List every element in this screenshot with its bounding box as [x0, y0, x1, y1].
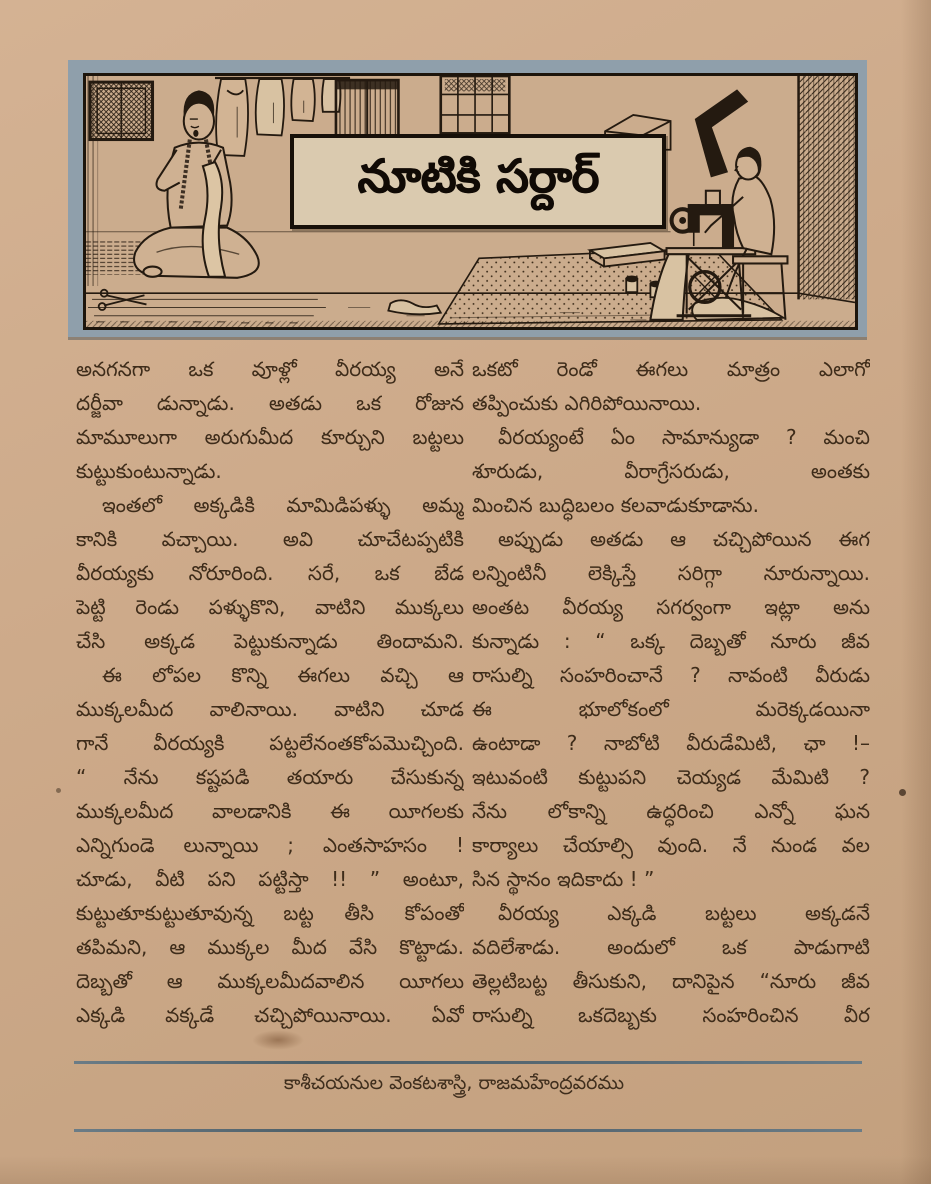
story-line: ఈ లోపల కొన్ని ఈగలు వచ్చి ఆ: [102, 663, 464, 687]
illustration: [83, 73, 858, 330]
story-line: కానికి వచ్చాయి. అవి చూచేటప్పటికి: [76, 527, 464, 551]
paper-edge-shadow-bottom: [0, 1156, 931, 1184]
story-line: కున్నాడు : “ ఒక్క దెబ్బతో నూరు జీవ: [472, 629, 870, 653]
stool: [733, 256, 787, 263]
story-line: మించిన బుద్ధిబలం కలవాడుకూడాను.: [472, 493, 759, 517]
story-title: నూటికి సర్దార్: [357, 148, 599, 203]
story-line: కుట్టుతూకుట్టుతూవున్న బట్ట తీసి కోపంతో: [76, 901, 464, 925]
story-line: తప్పించుకు ఎగిరిపోయినాయి.: [472, 391, 702, 415]
story-line: నేను లోకాన్ని ఉద్ధరించి ఎన్నో ఘన: [472, 799, 870, 823]
story-line: కుట్టుకుంటున్నాడు.: [76, 459, 222, 483]
story-line: సిన స్థానం ఇదికాదు ! ”: [472, 867, 655, 891]
story-line: అంతట వీరయ్య సగర్వంగా ఇట్లా అను: [472, 595, 870, 619]
story-line: కార్యాలు చేయాల్సి వుంది. నే నుండ వల: [472, 833, 870, 857]
illustration-frame: [68, 60, 867, 337]
author-byline: కాశీచయనుల వెంకటశాస్త్రి, రాజమహేంద్రవరము: [283, 1072, 625, 1094]
story-line: “ నేను కష్టపడి తయారు చేసుకున్న: [76, 765, 464, 789]
story-line: పెట్టి రెండు పళ్ళుకొని, వాటిని ముక్కలు: [76, 595, 464, 619]
story-line: చూడు, వీటి పని పట్టిస్తా !! ” అంటూ,: [76, 867, 464, 891]
story-column-left: [76, 352, 464, 1032]
story-line: వీరయ్యంటే ఏం సామాన్యుడా ? మంచి: [498, 425, 870, 449]
window-shutter: [336, 80, 398, 137]
story-line: ఎన్నిగుండె లున్నాయి ; ఎంతసాహసం !: [76, 833, 464, 857]
story-line: ఇంతలో అక్కడికి మామిడిపళ్ళు అమ్మ: [102, 493, 464, 517]
floor-mat: [88, 299, 326, 323]
story-line: దర్జీవా డున్నాడు. అతడు ఒక రోజున: [76, 391, 464, 415]
story-line: ఉంటాడా ? నాబోటి వీరుడేమిటి, ఛా !–: [472, 731, 870, 755]
story-line: వీరయ్యకు నోరూరింది. సరే, ఒక బేడ: [76, 561, 464, 585]
story-column-right: [472, 352, 870, 1032]
story-line: రాసుల్ని ఒకదెబ్బకు సంహరించిన వీర: [472, 1003, 870, 1027]
sewing-machine: [672, 191, 735, 248]
story-line: ముక్కలమీద వాలినాయి. వాటిని చూడ: [76, 697, 464, 721]
story-line: మామూలుగా అరుగుమీద కూర్చుని బట్టలు: [76, 425, 464, 449]
story-line: తెల్లటిబట్ట తీసుకుని, దానిపైన “నూరు జీవ: [472, 969, 870, 993]
story-line: ఎక్కడి వక్కడే చచ్చిపోయినాయి. ఏవో: [76, 1003, 464, 1027]
story-line: గానే వీరయ్యకి పట్టలేనంతకోపమొచ్చింది.: [76, 731, 464, 755]
window-paneled: [441, 76, 510, 133]
story-line: ఈ భూలోకంలో మరెక్కడయినా: [472, 697, 870, 721]
story-line: అప్పుడు అతడు ఆ చచ్చిపోయిన ఈగ: [498, 527, 870, 551]
title-board: [290, 134, 666, 229]
story-line: శూరుడు, వీరాగ్రేసరుడు, అంతకు: [472, 459, 870, 483]
story-line: అనగనగా ఒక వూళ్లో వీరయ్య అనే: [76, 357, 464, 381]
story-line: చేసి అక్కడ పెట్టుకున్నాడు తిందామని.: [76, 629, 464, 653]
cloth-scraps: [388, 300, 440, 314]
footer-rule-bottom: [74, 1129, 862, 1132]
paper-edge-shadow-right: [901, 0, 931, 1184]
footer-rule-top: [74, 1061, 862, 1064]
story-line: రాసుల్ని సంహరించానే ? నావంటి వీరుడు: [472, 663, 870, 687]
story-line: లన్నింటినీ లెక్కిస్తే సరిగ్గా నూరున్నాయి.: [472, 561, 870, 585]
story-line: ఒకటో రెండో ఈగలు మాత్రం ఎలాగో: [472, 357, 870, 381]
story-line: తపిమని, ఆ ముక్కల మీద వేసి కొట్టాడు.: [76, 935, 464, 959]
window-left: [90, 82, 152, 139]
story-line: వీరయ్య ఎక్కడి బట్టలు అక్కడనే: [498, 901, 870, 925]
paper-stain: [252, 1030, 304, 1050]
story-line: వదిలేశాడు. అందులో ఒక పాడుగాటి: [472, 935, 870, 959]
tailor-right-torso: [732, 176, 774, 254]
tailor-left-head: [184, 103, 214, 140]
story-line: ముక్కలమీద వాలడానికి ఈ యీగలకు: [76, 799, 464, 823]
right-wall-texture: [799, 76, 855, 299]
story-line: ఇటువంటి కుట్టుపని చెయ్యడ మేమిటి ?: [472, 765, 870, 789]
paper-speck: [899, 789, 906, 796]
story-line: దెబ్బతో ఆ ముక్కలమీదవాలిన యీగలు: [76, 969, 464, 993]
paper-speck: [56, 788, 61, 793]
